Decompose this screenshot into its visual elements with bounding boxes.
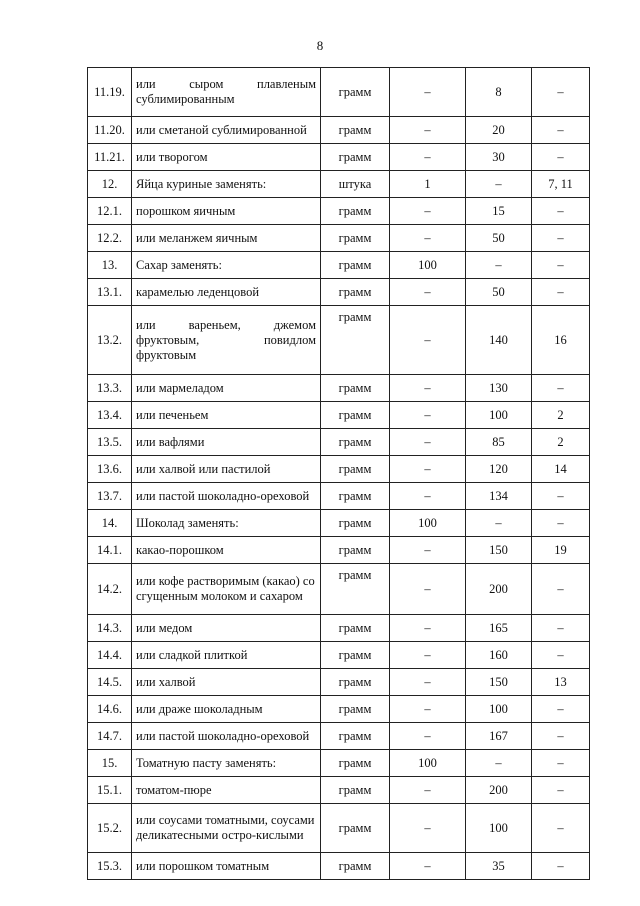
value-cell: – — [532, 483, 590, 510]
product-name: или сладкой плиткой — [132, 642, 321, 669]
table-row — [88, 483, 590, 510]
value-cell: 30 — [466, 144, 532, 171]
unit-cell: грамм — [321, 68, 390, 117]
value-cell: – — [390, 723, 466, 750]
value-cell: – — [532, 252, 590, 279]
row-number: 14.5. — [88, 669, 132, 696]
unit-cell: грамм — [321, 456, 390, 483]
value-cell: 7, 11 — [532, 171, 590, 198]
unit-cell: грамм — [321, 615, 390, 642]
value-cell: 100 — [466, 696, 532, 723]
table-row — [88, 564, 590, 615]
value-cell: 85 — [466, 429, 532, 456]
value-cell: – — [532, 279, 590, 306]
product-name: или кофе растворимым (какао) со сгущенным молоком и сахаром — [132, 564, 321, 615]
row-number: 12.2. — [88, 225, 132, 252]
value-cell: 1 — [390, 171, 466, 198]
value-cell: 100 — [466, 804, 532, 853]
product-name: или вареньем, джемом фруктовым, повидлом фруктовым — [132, 306, 321, 375]
product-name: или пастой шоколадно-ореховой — [132, 483, 321, 510]
product-name: или драже шоколадным — [132, 696, 321, 723]
product-name: Томатную пасту заменять: — [132, 750, 321, 777]
unit-cell: грамм — [321, 537, 390, 564]
page-number: 8 — [316, 38, 324, 53]
value-cell: 167 — [466, 723, 532, 750]
product-name: Сахар заменять: — [132, 252, 321, 279]
unit-cell: штука — [321, 171, 390, 198]
product-name: или порошком томатным — [132, 853, 321, 880]
row-number: 13.5. — [88, 429, 132, 456]
unit-cell: грамм — [321, 750, 390, 777]
value-cell: 20 — [466, 117, 532, 144]
value-cell: 19 — [532, 537, 590, 564]
table-row — [88, 306, 590, 375]
unit-cell: грамм — [321, 279, 390, 306]
value-cell: – — [532, 723, 590, 750]
value-cell: 160 — [466, 642, 532, 669]
row-number: 14.2. — [88, 564, 132, 615]
value-cell: – — [390, 375, 466, 402]
value-cell: – — [390, 483, 466, 510]
unit-cell: грамм — [321, 642, 390, 669]
value-cell: – — [390, 853, 466, 880]
value-cell: – — [466, 252, 532, 279]
value-cell: 140 — [466, 306, 532, 375]
value-cell: – — [390, 402, 466, 429]
unit-cell: грамм — [321, 723, 390, 750]
product-name: или сыром плавленым сублимированным — [132, 68, 321, 117]
value-cell: 35 — [466, 853, 532, 880]
table-row — [88, 198, 590, 225]
table-row — [88, 171, 590, 198]
value-cell: – — [390, 642, 466, 669]
value-cell: 15 — [466, 198, 532, 225]
value-cell: 130 — [466, 375, 532, 402]
value-cell: 200 — [466, 777, 532, 804]
table-row — [88, 252, 590, 279]
product-name: или вафлями — [132, 429, 321, 456]
value-cell: – — [532, 696, 590, 723]
product-name: или халвой или пастилой — [132, 456, 321, 483]
value-cell: 120 — [466, 456, 532, 483]
value-cell: 100 — [390, 750, 466, 777]
row-number: 11.20. — [88, 117, 132, 144]
table-row — [88, 117, 590, 144]
product-name: томатом-пюре — [132, 777, 321, 804]
product-name: или халвой — [132, 669, 321, 696]
value-cell: 100 — [390, 510, 466, 537]
value-cell: 16 — [532, 306, 590, 375]
unit-cell: грамм — [321, 853, 390, 880]
value-cell: – — [532, 68, 590, 117]
value-cell: – — [390, 669, 466, 696]
unit-cell: грамм — [321, 429, 390, 456]
table-row — [88, 375, 590, 402]
value-cell: – — [532, 198, 590, 225]
product-name: или меланжем яичным — [132, 225, 321, 252]
product-name: Шоколад заменять: — [132, 510, 321, 537]
row-number: 13.2. — [88, 306, 132, 375]
value-cell: 165 — [466, 615, 532, 642]
product-name: или соусами томатными, соусами деликатесными остро-кислыми — [132, 804, 321, 853]
unit-cell: грамм — [321, 510, 390, 537]
value-cell: 14 — [532, 456, 590, 483]
value-cell: – — [532, 375, 590, 402]
table-row — [88, 279, 590, 306]
row-number: 15.3. — [88, 853, 132, 880]
substitution-table — [87, 67, 590, 880]
row-number: 11.19. — [88, 68, 132, 117]
unit-cell: грамм — [321, 117, 390, 144]
row-number: 13.3. — [88, 375, 132, 402]
value-cell: – — [390, 456, 466, 483]
value-cell: – — [532, 510, 590, 537]
value-cell: – — [390, 279, 466, 306]
row-number: 12. — [88, 171, 132, 198]
table-row — [88, 642, 590, 669]
table-row — [88, 615, 590, 642]
value-cell: – — [390, 306, 466, 375]
row-number: 14.4. — [88, 642, 132, 669]
row-number: 13.4. — [88, 402, 132, 429]
row-number: 13. — [88, 252, 132, 279]
row-number: 12.1. — [88, 198, 132, 225]
row-number: 11.21. — [88, 144, 132, 171]
value-cell: – — [532, 117, 590, 144]
product-name: какао-порошком — [132, 537, 321, 564]
value-cell: 2 — [532, 429, 590, 456]
unit-cell: грамм — [321, 669, 390, 696]
value-cell: – — [532, 642, 590, 669]
row-number: 14.3. — [88, 615, 132, 642]
table-row — [88, 510, 590, 537]
row-number: 13.6. — [88, 456, 132, 483]
value-cell: – — [466, 510, 532, 537]
product-name: или печеньем — [132, 402, 321, 429]
row-number: 15.2. — [88, 804, 132, 853]
table-row — [88, 225, 590, 252]
table-row — [88, 402, 590, 429]
value-cell: 200 — [466, 564, 532, 615]
value-cell: – — [390, 117, 466, 144]
value-cell: – — [532, 750, 590, 777]
unit-cell: грамм — [321, 777, 390, 804]
row-number: 15. — [88, 750, 132, 777]
unit-cell: грамм — [321, 804, 390, 853]
row-number: 14. — [88, 510, 132, 537]
value-cell: – — [390, 68, 466, 117]
value-cell: – — [390, 198, 466, 225]
value-cell: 100 — [390, 252, 466, 279]
unit-cell: грамм — [321, 564, 390, 615]
value-cell: 50 — [466, 279, 532, 306]
unit-cell: грамм — [321, 198, 390, 225]
table-row — [88, 777, 590, 804]
row-number: 14.7. — [88, 723, 132, 750]
unit-cell: грамм — [321, 306, 390, 375]
table-row — [88, 144, 590, 171]
unit-cell: грамм — [321, 375, 390, 402]
value-cell: 100 — [466, 402, 532, 429]
value-cell: – — [466, 750, 532, 777]
value-cell: 134 — [466, 483, 532, 510]
value-cell: – — [532, 777, 590, 804]
unit-cell: грамм — [321, 144, 390, 171]
row-number: 14.6. — [88, 696, 132, 723]
table-row — [88, 68, 590, 117]
product-name: или сметаной сублимированной — [132, 117, 321, 144]
table-row — [88, 853, 590, 880]
product-name: или пастой шоколадно-ореховой — [132, 723, 321, 750]
value-cell: – — [390, 777, 466, 804]
value-cell: – — [532, 853, 590, 880]
value-cell: – — [390, 804, 466, 853]
value-cell: – — [390, 564, 466, 615]
table-row — [88, 750, 590, 777]
unit-cell: грамм — [321, 483, 390, 510]
unit-cell: грамм — [321, 252, 390, 279]
value-cell: – — [390, 537, 466, 564]
product-name: или мармеладом — [132, 375, 321, 402]
table-row — [88, 723, 590, 750]
value-cell: – — [532, 804, 590, 853]
value-cell: 150 — [466, 669, 532, 696]
value-cell: 50 — [466, 225, 532, 252]
unit-cell: грамм — [321, 696, 390, 723]
table-row — [88, 669, 590, 696]
unit-cell: грамм — [321, 402, 390, 429]
value-cell: 13 — [532, 669, 590, 696]
product-name: или творогом — [132, 144, 321, 171]
value-cell: – — [390, 696, 466, 723]
row-number: 15.1. — [88, 777, 132, 804]
value-cell: – — [390, 225, 466, 252]
unit-cell: грамм — [321, 225, 390, 252]
value-cell: 150 — [466, 537, 532, 564]
table-row — [88, 429, 590, 456]
value-cell: – — [532, 144, 590, 171]
table-row — [88, 804, 590, 853]
product-name: карамелью леденцовой — [132, 279, 321, 306]
value-cell: – — [390, 429, 466, 456]
product-name: порошком яичным — [132, 198, 321, 225]
value-cell: – — [466, 171, 532, 198]
value-cell: – — [532, 615, 590, 642]
product-name: или медом — [132, 615, 321, 642]
value-cell: – — [532, 225, 590, 252]
row-number: 14.1. — [88, 537, 132, 564]
value-cell: 2 — [532, 402, 590, 429]
product-name: Яйца куриные заменять: — [132, 171, 321, 198]
value-cell: – — [390, 615, 466, 642]
table-row — [88, 537, 590, 564]
table-row — [88, 696, 590, 723]
row-number: 13.1. — [88, 279, 132, 306]
value-cell: – — [390, 144, 466, 171]
value-cell: 8 — [466, 68, 532, 117]
table-row — [88, 456, 590, 483]
value-cell: – — [532, 564, 590, 615]
row-number: 13.7. — [88, 483, 132, 510]
